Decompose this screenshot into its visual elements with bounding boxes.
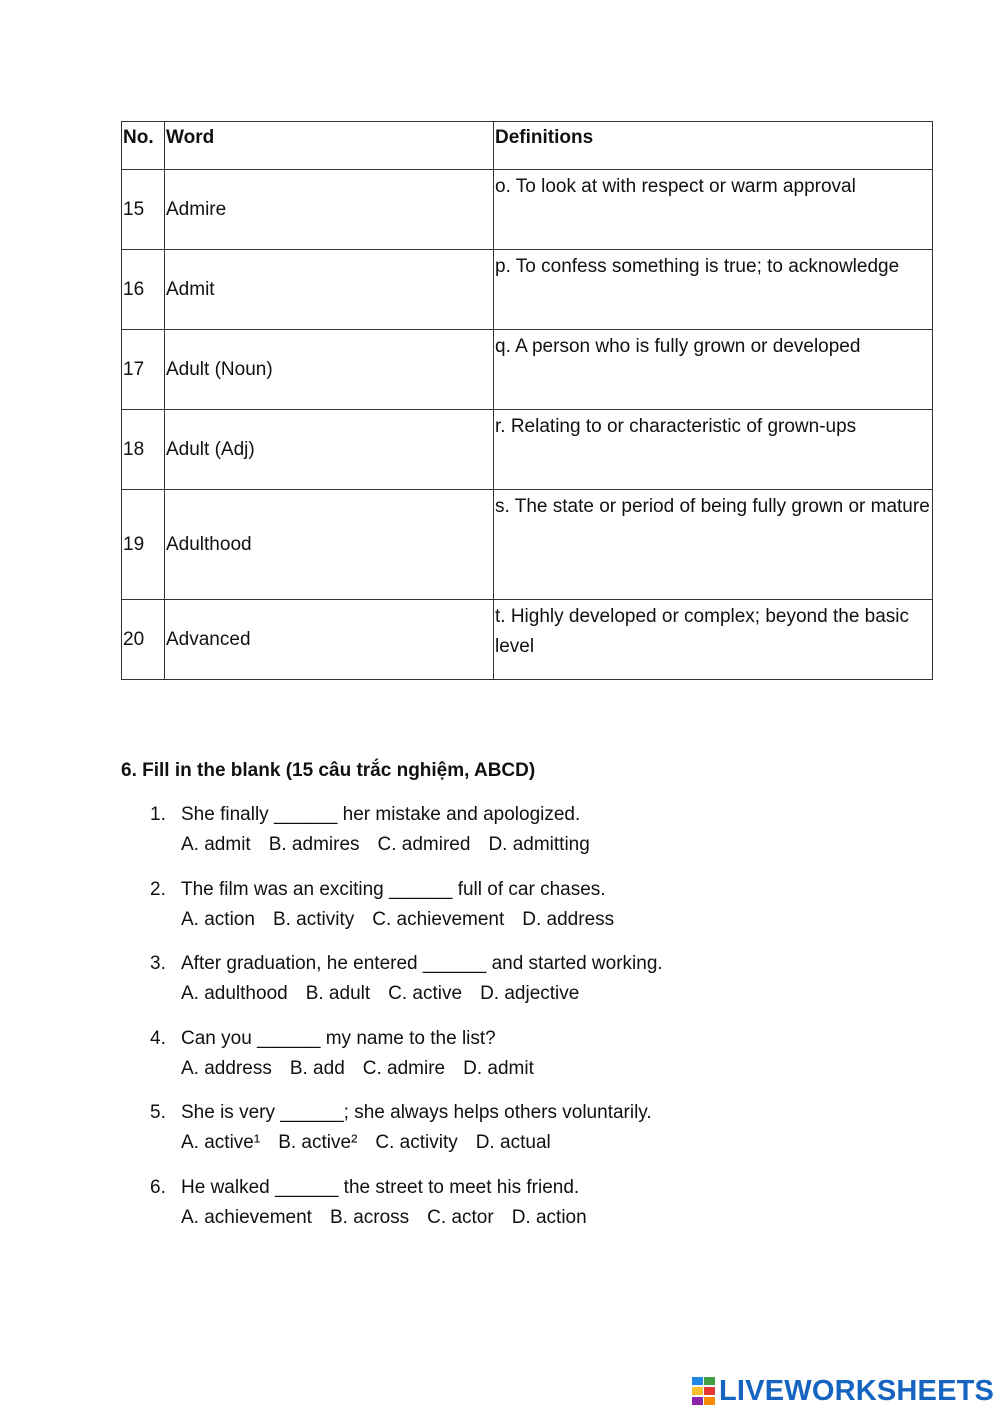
liveworksheets-logo-icon xyxy=(692,1377,716,1405)
question-number: 5. xyxy=(150,1102,166,1124)
question-number: 2. xyxy=(150,878,166,900)
row-number: 17 xyxy=(122,330,165,410)
question-item xyxy=(150,1173,930,1248)
table-row xyxy=(122,410,933,490)
row-definition: p. To confess something is true; to acknowledge xyxy=(494,250,933,330)
answer-options xyxy=(181,979,597,1009)
option-a[interactable]: A. admit xyxy=(181,834,251,855)
question-list xyxy=(150,800,930,1248)
question-text: After graduation, he entered ______ and started working. xyxy=(181,953,663,975)
option-a[interactable]: A. active¹ xyxy=(181,1132,261,1154)
row-definition: q. A person who is fully grown or developed xyxy=(494,330,933,410)
option-b[interactable]: B. adult xyxy=(305,983,371,1005)
option-d[interactable]: D. adjective xyxy=(480,983,580,1005)
option-d[interactable]: D. actual xyxy=(475,1132,551,1154)
question-text: He walked ______ the street to meet his friend. xyxy=(181,1176,580,1198)
option-d[interactable]: D. admitting xyxy=(488,834,590,855)
option-d[interactable]: D. admit xyxy=(463,1057,534,1079)
header-definitions: Definitions xyxy=(494,122,933,170)
question-item xyxy=(150,949,930,1024)
table-row xyxy=(122,170,933,250)
row-number: 16 xyxy=(122,250,165,330)
answer-options xyxy=(181,1054,552,1084)
answer-options xyxy=(181,830,608,860)
option-c[interactable]: C. admire xyxy=(362,1057,446,1079)
row-number: 15 xyxy=(122,170,165,250)
option-a[interactable]: A. address xyxy=(181,1057,272,1079)
answer-options xyxy=(181,905,632,935)
option-a[interactable]: A. action xyxy=(181,908,255,930)
question-text: She is very ______; she always helps others voluntarily. xyxy=(181,1102,652,1124)
question-item xyxy=(150,1024,930,1099)
question-number: 4. xyxy=(150,1027,166,1049)
row-number: 19 xyxy=(122,490,165,600)
row-word: Adult (Noun) xyxy=(165,330,494,410)
option-c[interactable]: C. activity xyxy=(375,1132,458,1154)
table-row xyxy=(122,330,933,410)
option-b[interactable]: B. active² xyxy=(278,1132,358,1154)
row-word: Admire xyxy=(165,170,494,250)
option-b[interactable]: B. add xyxy=(289,1057,345,1079)
option-d[interactable]: D. address xyxy=(522,908,615,930)
row-number: 18 xyxy=(122,410,165,490)
answer-options xyxy=(181,1203,605,1233)
header-no: No. xyxy=(122,122,165,170)
option-d[interactable]: D. action xyxy=(511,1206,587,1228)
question-number: 1. xyxy=(150,804,166,825)
row-word: Admit xyxy=(165,250,494,330)
question-item xyxy=(150,1098,930,1173)
option-b[interactable]: B. activity xyxy=(272,908,355,930)
question-item xyxy=(150,800,930,875)
option-c[interactable]: C. active xyxy=(388,983,463,1005)
option-a[interactable]: A. adulthood xyxy=(181,983,288,1005)
row-word: Advanced xyxy=(165,600,494,680)
table-header-row xyxy=(122,122,933,170)
answer-options xyxy=(181,1128,569,1158)
row-word: Adult (Adj) xyxy=(165,410,494,490)
table-row xyxy=(122,490,933,600)
option-a[interactable]: A. achievement xyxy=(181,1206,312,1228)
row-word: Adulthood xyxy=(165,490,494,600)
option-c[interactable]: C. actor xyxy=(427,1206,494,1228)
option-c[interactable]: C. achievement xyxy=(372,908,505,930)
question-number: 6. xyxy=(150,1176,166,1198)
liveworksheets-logo[interactable] xyxy=(692,1374,994,1408)
question-text: She finally ______ her mistake and apologized. xyxy=(181,804,581,825)
question-text: The film was an exciting ______ full of car chases. xyxy=(181,878,606,900)
row-definition: o. To look at with respect or warm approval xyxy=(494,170,933,250)
row-definition: s. The state or period of being fully grown or mature xyxy=(494,490,933,600)
option-b[interactable]: B. across xyxy=(329,1206,410,1228)
logo-text: LIVEWORKSHEETS xyxy=(719,1375,995,1407)
question-number: 3. xyxy=(150,953,166,975)
table-row xyxy=(122,600,933,680)
question-text: Can you ______ my name to the list? xyxy=(181,1027,496,1049)
row-definition: r. Relating to or characteristic of grown-ups xyxy=(494,410,933,490)
vocabulary-table xyxy=(121,121,933,680)
option-b[interactable]: B. admires xyxy=(268,834,360,855)
table-row xyxy=(122,250,933,330)
header-word: Word xyxy=(165,122,494,170)
row-number: 20 xyxy=(122,600,165,680)
option-c[interactable]: C. admired xyxy=(377,834,471,855)
row-definition: t. Highly developed or complex; beyond the basic level xyxy=(494,600,933,680)
section-title: 6. Fill in the blank (15 câu trắc nghiệm, ABCD) xyxy=(121,760,536,781)
question-item xyxy=(150,875,930,950)
